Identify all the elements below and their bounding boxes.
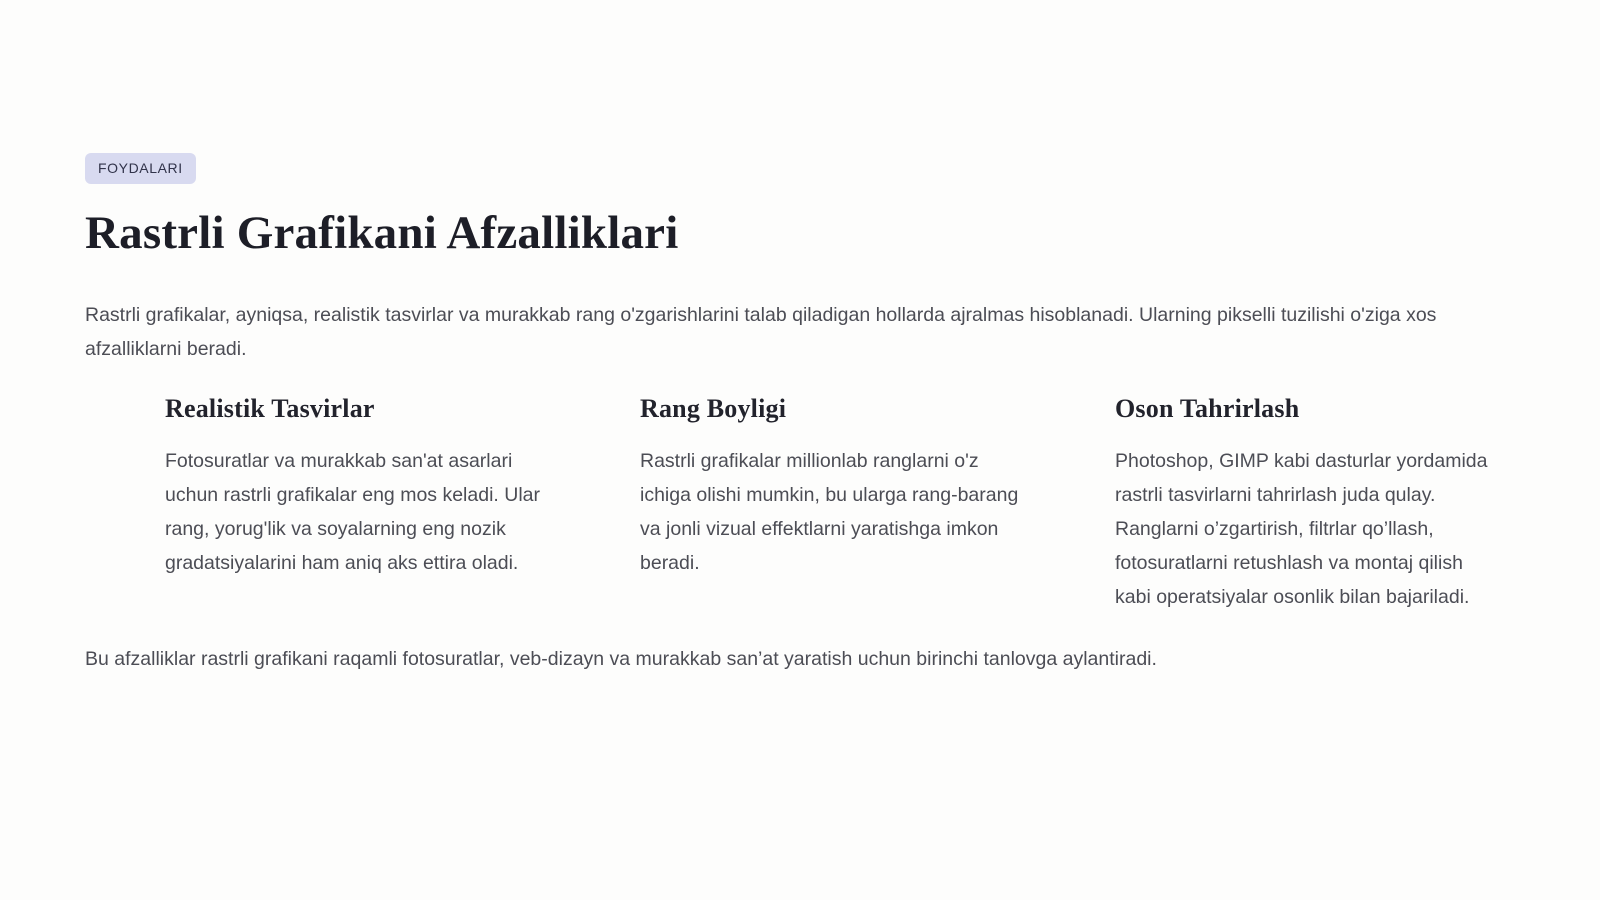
feature-body: Photoshop, GIMP kabi dasturlar yordamida rastrli tasvirlarni tahrirlash juda qulay. Ranglarni o’zgartirish, filtrlar qo’llash, fotosuratlarni retushlash va montaj qilish kabi operatsiyalar osonlik bilan bajariladi. xyxy=(1115,450,1488,608)
feature-body: Fotosuratlar va murakkab san'at asarlari uchun rastrli grafikalar eng mos keladi. Ular rang, yorug'lik va soyalarning eng nozik gradatsiyalarini ham aniq aks ettira oladi. xyxy=(165,450,540,574)
feature-column-oson-tahrirlash xyxy=(1115,394,1510,614)
closing-paragraph: Bu afzalliklar rastrli grafikani raqamli fotosuratlar, veb-dizayn va murakkab san’at yaratish uchun birinchi tanlovga aylantiradi. xyxy=(85,648,1157,670)
feature-column-realistik-tasvirlar xyxy=(165,394,560,580)
features-grid xyxy=(165,394,1515,614)
feature-column-rang-boyligi xyxy=(640,394,1035,580)
intro-paragraph: Rastrli grafikalar, ayniqsa, realistik tasvirlar va murakkab rang o'zgarishlarini talab qiladigan hollarda ajralmas hisoblanadi. Ularning pikselli tuzilishi o'ziga xos afzalliklarni beradi. xyxy=(85,304,1437,360)
category-badge: FOYDALARI xyxy=(85,153,196,184)
feature-body: Rastrli grafikalar millionlab ranglarni o'z ichiga olishi mumkin, bu ularga rang-barang va jonli vizual effektlarni yaratishga imkon beradi. xyxy=(640,450,1019,574)
feature-heading: Realistik Tasvirlar xyxy=(165,394,375,423)
feature-heading: Rang Boyligi xyxy=(640,394,787,423)
feature-heading: Oson Tahrirlash xyxy=(1115,394,1300,423)
page-title: Rastrli Grafikani Afzalliklari xyxy=(85,207,679,259)
